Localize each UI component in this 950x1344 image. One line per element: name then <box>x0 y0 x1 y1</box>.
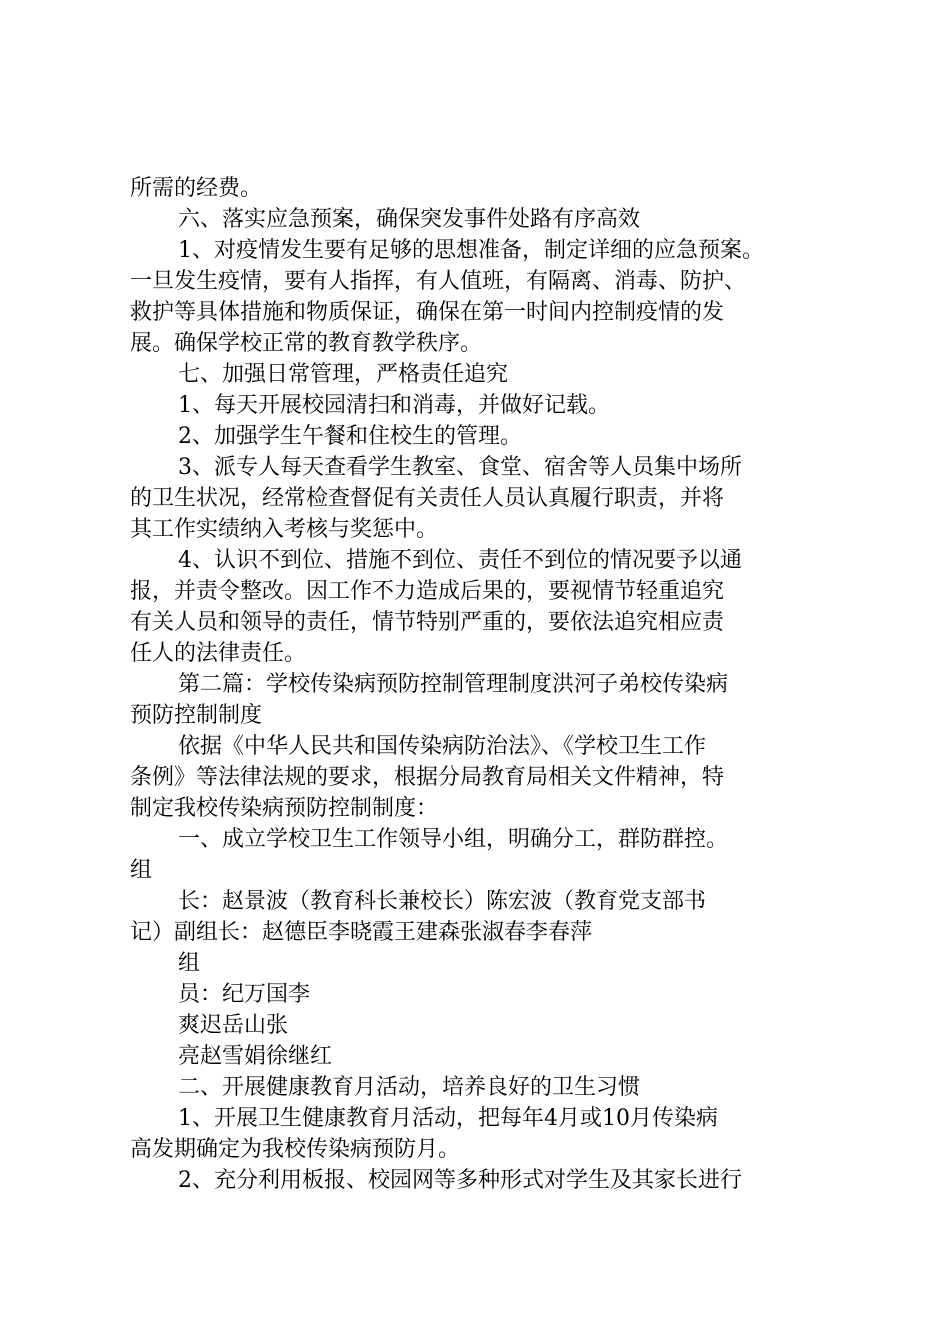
text-line: 救护等具体措施和物质保证，确保在第一时间内控制疫情的发 <box>130 300 725 325</box>
text-line: 有关人员和领导的责任，情节特别严重的，要依法追究相应责 <box>130 610 725 635</box>
text-line: 一旦发生疫情，要有人指挥，有人值班，有隔离、消毒、防护、 <box>130 269 747 294</box>
text-line: 2、加强学生午餐和住校生的管理。 <box>178 424 522 449</box>
text-line: 任人的法律责任。 <box>130 641 307 666</box>
text-line: 的卫生状况，经常检查督促有关责任人员认真履行职责，并将 <box>130 486 725 511</box>
text-line: 依据《中华人民共和国传染病防治法》、《学校卫生工作 <box>178 734 707 759</box>
text-line: 记）副组长：赵德臣李晓霞王建森张淑春李春萍 <box>130 920 593 945</box>
text-line: 其工作实绩纳入考核与奖惩中。 <box>130 517 439 542</box>
text-line: 制定我校传染病预防控制制度： <box>130 796 439 821</box>
text-line: 组 <box>130 858 153 883</box>
text-line: 高发期确定为我校传染病预防月。 <box>130 1137 461 1162</box>
text-line: 4、认识不到位、措施不到位、责任不到位的情况要予以通 <box>178 548 742 573</box>
text-line: 报，并责令整改。因工作不力造成后果的，要视情节轻重追究 <box>130 579 725 604</box>
text-line: 员：纪万国李 <box>178 982 311 1007</box>
section-heading: 七、加强日常管理，严格责任追究 <box>178 362 509 387</box>
section-heading: 二、开展健康教育月活动，培养良好的卫生习惯 <box>178 1075 641 1100</box>
text-line: 1、开展卫生健康教育月活动，把每年4月或10月传染病 <box>178 1106 718 1131</box>
text-line: 1、每天开展校园清扫和消毒，并做好记载。 <box>178 393 610 418</box>
text-line: 1、对疫情发生要有足够的思想准备，制定详细的应急预案。 <box>178 238 764 263</box>
text-line: 2、充分利用板报、校园网等多种形式对学生及其家长进行 <box>178 1168 742 1193</box>
chapter-heading: 第二篇：学校传染病预防控制管理制度洪河子弟校传染病 <box>178 672 729 697</box>
section-heading: 一、成立学校卫生工作领导小组，明确分工，群防群控。 <box>178 827 729 852</box>
text-line: 3、派专人每天查看学生教室、食堂、宿舍等人员集中场所 <box>178 455 742 480</box>
text-line: 条例》等法律法规的要求，根据分局教育局相关文件精神，特 <box>130 765 725 790</box>
text-line: 亮赵雪娟徐继红 <box>178 1044 333 1069</box>
text-line: 爽迟岳山张 <box>178 1013 289 1038</box>
text-line: 所需的经费。 <box>130 176 263 201</box>
text-line: 展。确保学校正常的教育教学秩序。 <box>130 331 483 356</box>
chapter-heading: 预防控制制度 <box>130 703 263 728</box>
section-heading: 六、落实应急预案，确保突发事件处路有序高效 <box>178 207 641 232</box>
text-line: 组 <box>178 951 201 976</box>
text-line: 长：赵景波（教育科长兼校长）陈宏波（教育党支部书 <box>178 889 707 914</box>
